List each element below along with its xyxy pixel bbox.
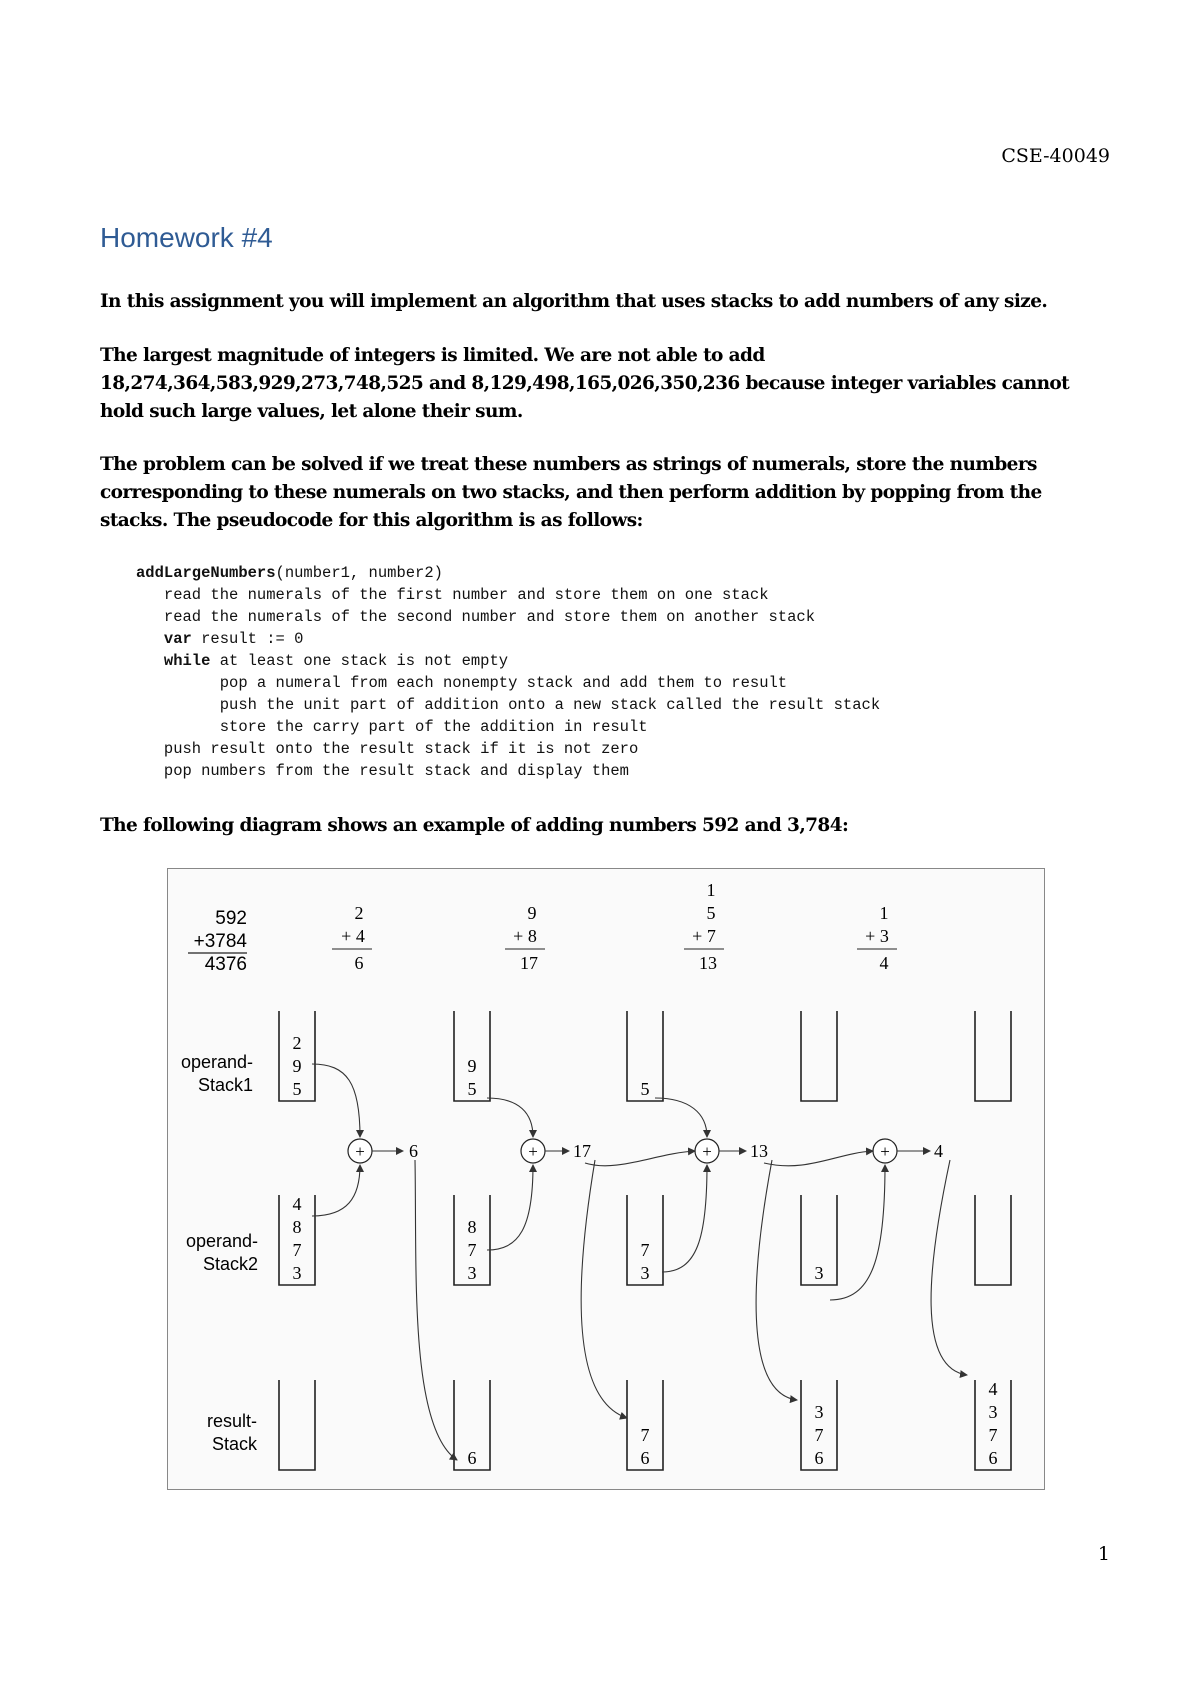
operand-stack2-digit: 7 [640, 1240, 650, 1260]
column-1-top: 2 [354, 903, 364, 923]
adder-4-plus: + [880, 1142, 890, 1161]
operand-stack2-digit: 3 [640, 1263, 650, 1283]
code-line-3: result := 0 [191, 630, 304, 648]
code-line-8: push result onto the result stack if it is not zero [163, 740, 639, 758]
code-line-7: store the carry part of the addition in result [219, 718, 648, 736]
column-4-addend: + 3 [865, 926, 889, 946]
summary-operand-b: +3784 [193, 931, 247, 952]
adder-1 [348, 1139, 372, 1163]
code-line-1: read the numerals of the first number and store them on one stack [163, 586, 769, 604]
operand-stack1-digit: 9 [467, 1056, 477, 1076]
adder-2-output: 17 [573, 1141, 591, 1161]
adder-4 [873, 1139, 897, 1163]
summary-sum: 4376 [204, 954, 247, 975]
operand-stack1-digit: 5 [467, 1079, 477, 1099]
code-line-2: read the numerals of the second number and store them on another stack [163, 608, 816, 626]
label-operand-stack1-line2: Stack1 [197, 1075, 253, 1095]
operand-stack1-digit: 5 [292, 1079, 302, 1099]
operand-stack2-digit: 7 [292, 1240, 302, 1260]
code-function-name: addLargeNumbers [136, 564, 276, 582]
column-4-top: 1 [879, 903, 889, 923]
operand-stack1-digit: 5 [640, 1079, 650, 1099]
page-number: 1 [1097, 1543, 1110, 1565]
limit-line-2: 18,274,364,583,929,273,748,525 and 8,129,498,165,026,350,236 because integer variables cannot [100, 373, 1070, 394]
adder-1-output: 6 [409, 1141, 418, 1161]
code-line-4: at least one stack is not empty [210, 652, 509, 670]
operand-stack2-digit: 3 [467, 1263, 477, 1283]
column-1-sum: 6 [354, 953, 364, 973]
code-line-5: pop a numeral from each nonempty stack and add them to result [219, 674, 788, 692]
column-2-addend: + 8 [513, 926, 537, 946]
operand-stack2-digit: 3 [292, 1263, 302, 1283]
stack-addition-diagram [167, 868, 1045, 1490]
intro-paragraph [100, 288, 1110, 316]
diagram-svg [167, 868, 1045, 1490]
code-line-6: push the unit part of addition onto a new stack called the result stack [219, 696, 881, 714]
column-3-top: 5 [706, 903, 716, 923]
limit-line-3: hold such large values, let alone their sum. [100, 401, 523, 422]
adder-4-output: 4 [934, 1141, 943, 1161]
operand-stack1-digit: 2 [292, 1033, 302, 1053]
code-keyword-var: var [163, 630, 192, 648]
label-operand-stack2-line1: operand- [185, 1231, 258, 1251]
label-result-stack-line1: result- [206, 1411, 257, 1431]
adder-3-plus: + [702, 1142, 712, 1161]
column-3-addend: + 7 [692, 926, 716, 946]
limit-line-1: The largest magnitude of integers is limited. We are not able to add [100, 345, 765, 366]
adder-2-plus: + [528, 1142, 538, 1161]
operand-stack2-digit: 8 [292, 1217, 302, 1237]
page-title: Homework #4 [100, 222, 273, 253]
column-2-top: 9 [527, 903, 537, 923]
adder-2 [521, 1139, 545, 1163]
result-stack-digit: 7 [640, 1425, 650, 1445]
adder-1-plus: + [355, 1142, 365, 1161]
result-stack-digit: 4 [988, 1379, 998, 1399]
result-stack-digit: 6 [988, 1448, 998, 1468]
code-line-9: pop numbers from the result stack and display them [163, 762, 629, 780]
diagram-intro-text: The following diagram shows an example of adding numbers 592 and 3,784: [100, 815, 849, 836]
result-stack-digit: 6 [814, 1448, 824, 1468]
column-1-addend: + 4 [341, 926, 365, 946]
code-function-args: (number1, number2) [275, 564, 443, 582]
diagram-frame [168, 869, 1045, 1490]
label-operand-stack1-line1: operand- [180, 1052, 253, 1072]
operand-stack2-digit: 8 [467, 1217, 477, 1237]
result-stack-digit: 6 [467, 1448, 477, 1468]
course-code: CSE-40049 [1001, 145, 1110, 167]
operand-stack2-digit: 3 [814, 1263, 824, 1283]
result-stack-digit: 3 [988, 1402, 998, 1422]
adder-3 [695, 1139, 719, 1163]
result-stack-digit: 6 [640, 1448, 650, 1468]
solution-paragraph [100, 451, 1110, 535]
solution-line-2: corresponding to these numerals on two stacks, and then perform addition by popping from the [100, 482, 1042, 503]
limit-paragraph [100, 342, 1110, 426]
code-keyword-while: while [163, 652, 211, 670]
result-stack-digit: 7 [988, 1425, 998, 1445]
column-3-sum: 13 [699, 953, 717, 973]
result-stack-digit: 3 [814, 1402, 824, 1422]
result-stack-digit: 7 [814, 1425, 824, 1445]
operand-stack2-digit: 7 [467, 1240, 477, 1260]
summary-operand-a: 592 [215, 908, 247, 929]
label-result-stack-line2: Stack [211, 1434, 257, 1454]
label-operand-stack2-line2: Stack2 [202, 1254, 258, 1274]
operand-stack1-digit: 9 [292, 1056, 302, 1076]
adder-3-output: 13 [750, 1141, 768, 1161]
column-2-sum: 17 [520, 953, 538, 973]
intro-text: In this assignment you will implement an algorithm that uses stacks to add numbers of any size. [100, 291, 1048, 312]
diagram-intro-paragraph [100, 812, 1110, 840]
operand-stack2-digit: 4 [292, 1194, 302, 1214]
solution-line-1: The problem can be solved if we treat these numbers as strings of numerals, store the numbers [100, 454, 1037, 475]
column-4-sum: 4 [879, 953, 889, 973]
column-3-carry: 1 [706, 880, 716, 900]
solution-line-3: stacks. The pseudocode for this algorithm is as follows: [100, 510, 643, 531]
pseudocode-block [136, 562, 880, 782]
